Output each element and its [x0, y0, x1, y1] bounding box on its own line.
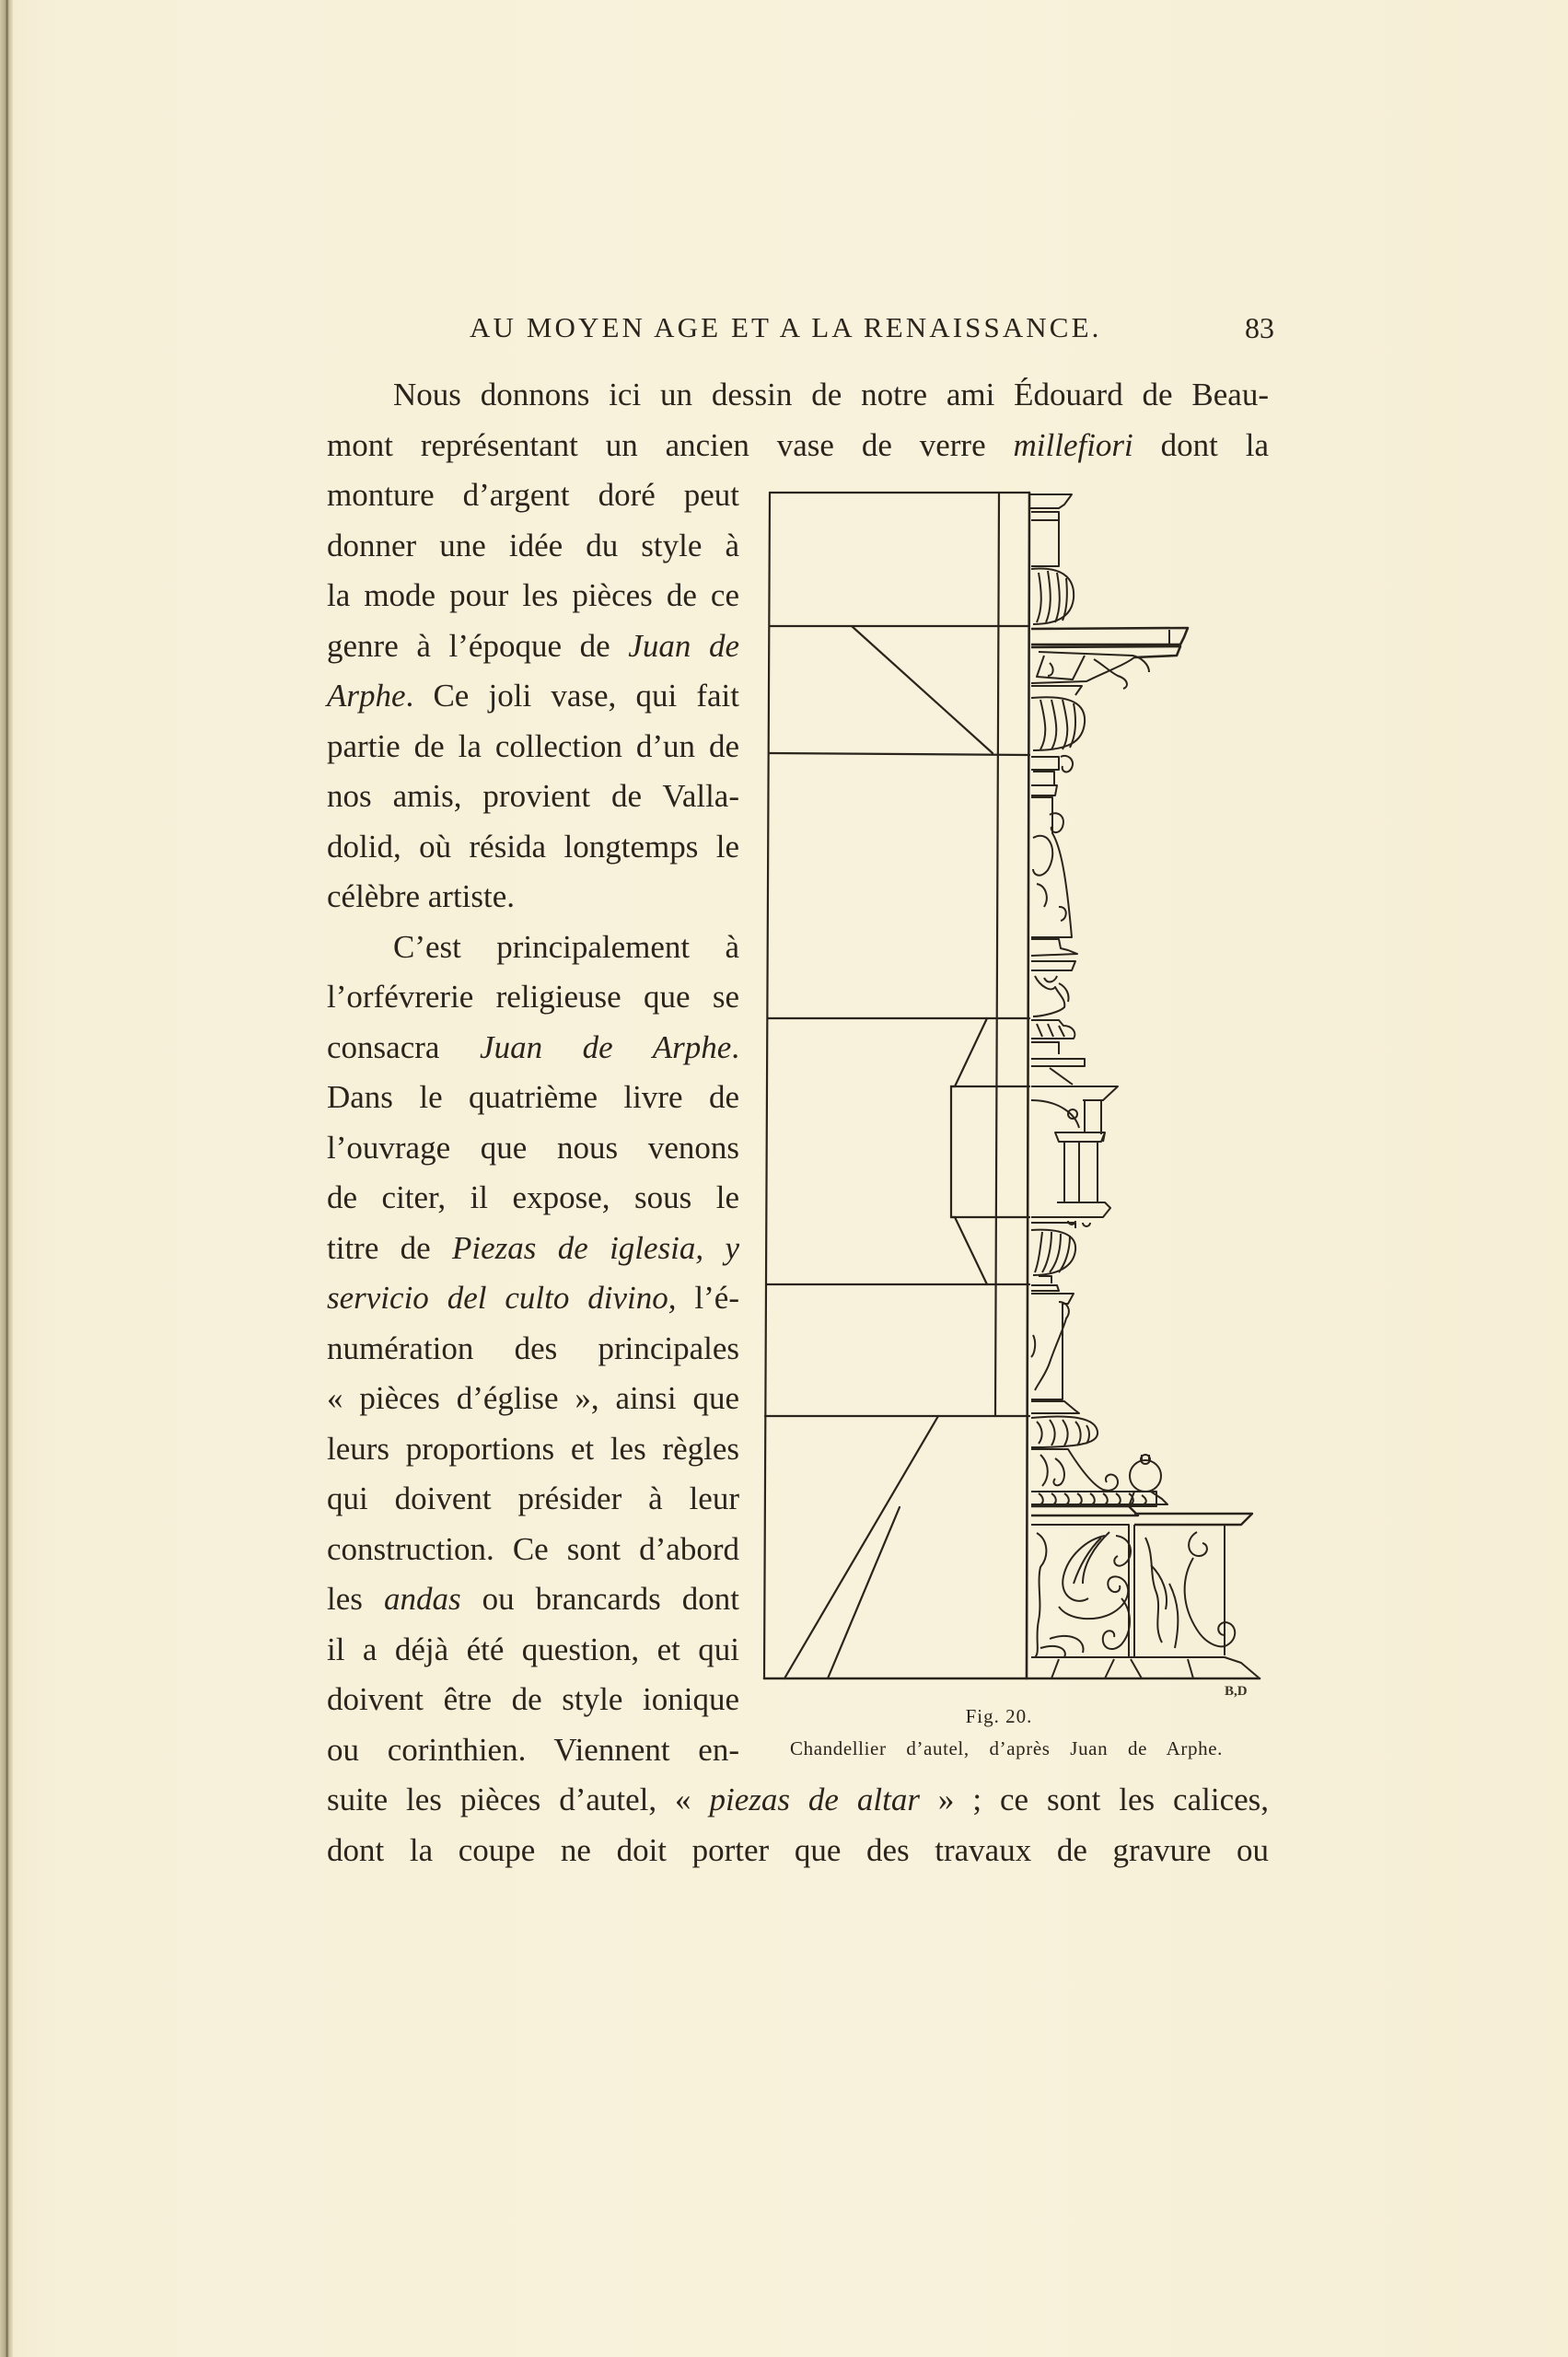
lantern-top: [1031, 1086, 1118, 1128]
text-span: qui doivent présider à leur: [327, 1480, 739, 1516]
pedestal-feet: [1031, 1657, 1260, 1678]
moulding: [1031, 686, 1082, 695]
text-span: dont la coupe ne doit porter que des travaux de gravure ou: [327, 1831, 1269, 1868]
text-span: construction. Ce sont d’abord: [327, 1530, 739, 1567]
text-span: dont la: [1132, 426, 1270, 463]
acanthus-leaves: [1033, 976, 1069, 1016]
moulding: [1031, 1042, 1085, 1066]
italic-span: Piezas de iglesia, y: [452, 1229, 739, 1266]
text-span: partie de la collection d’un de: [327, 727, 739, 764]
text-span: les: [327, 1581, 384, 1617]
text-span: Nous donnons ici un dessin de notre ami Édouard de Beau-: [393, 377, 1269, 412]
gadroons: [1037, 1420, 1089, 1446]
base-diagonal: [828, 1507, 900, 1678]
text-span: nos amis, provient de Valla-: [327, 778, 739, 814]
gadroons: [1040, 700, 1075, 749]
text-span: donner une idée du style à: [327, 527, 739, 563]
text-span: C’est principalement à: [393, 928, 739, 965]
text-span: célèbre artiste.: [327, 878, 516, 914]
scroll-ornament: [1033, 813, 1066, 921]
construction-grid: [764, 493, 1260, 1678]
finial-ball: [1130, 1460, 1161, 1492]
italic-span: andas: [383, 1581, 461, 1617]
italic-span: piezas de altar: [709, 1782, 920, 1817]
rope-moulding: [1031, 1020, 1074, 1039]
text-span: mont représentant un ancien vase de verre: [327, 426, 1014, 463]
moulding: [1050, 1068, 1073, 1085]
italic-span: Juan de Arphe: [480, 1028, 732, 1065]
italic-span: millefiori: [1013, 426, 1133, 463]
artist-signature: B,D: [1225, 1684, 1248, 1699]
text-span: consacra: [327, 1028, 481, 1065]
moulding: [1031, 939, 1077, 970]
panel-scroll: [1035, 1533, 1046, 1657]
moulding: [1031, 1276, 1059, 1291]
text-span: .: [731, 1028, 739, 1065]
running-head: AU MOYEN AGE ET A LA RENAISSANCE.: [470, 311, 1102, 343]
moulding: [1031, 512, 1059, 520]
colonnettes: [1064, 1142, 1098, 1202]
italic-span: Arphe: [327, 678, 406, 714]
italic-span: Juan de: [628, 627, 739, 664]
text-span: ou brancards dont: [460, 1581, 739, 1617]
moulding: [1031, 1401, 1079, 1413]
candlestick-column: [1029, 494, 1260, 1678]
figure-label: Fig. 20.: [965, 1705, 1033, 1727]
bobeche-rim: [1029, 494, 1072, 508]
grid-line: [769, 753, 1029, 755]
text-span: « pièces d’église », ainsi que: [327, 1380, 739, 1416]
text-span: leurs proportions et les règles: [327, 1430, 739, 1467]
base-diagonal: [784, 1416, 938, 1678]
lantern-pillar: [1085, 1100, 1101, 1134]
text-span: doivent être de style ionique: [327, 1681, 739, 1717]
page-number: 83: [1245, 311, 1274, 344]
text-span: l’orfévrerie religieuse que se: [327, 979, 739, 1015]
gadrooned-knop: [1031, 697, 1085, 750]
capital: [1055, 1132, 1105, 1142]
grid-diagonal: [852, 626, 993, 753]
spiral-scroll: [1185, 1532, 1236, 1646]
gadroons: [1037, 571, 1067, 622]
knot-profile: [951, 1018, 987, 1284]
moulding: [1031, 756, 1073, 772]
text-span: l’é-: [676, 1280, 739, 1316]
text-span: il a déjà été question, et qui: [327, 1631, 739, 1667]
grid-line: [995, 493, 999, 1416]
text-span: Dans le quatrième livre de: [327, 1079, 739, 1115]
text-span: » ; ce sont les calices,: [919, 1782, 1270, 1817]
text-span: l’ouvrage que nous venons: [327, 1129, 739, 1166]
lower-shaft: [1031, 1294, 1074, 1399]
text-span: genre à l’époque de: [327, 627, 629, 664]
pedestal-cornice: [1031, 1506, 1252, 1525]
figure-caption: Chandellier d’autel, d’après Juan de Arphe.: [790, 1737, 1223, 1759]
moulding: [1031, 772, 1057, 795]
text-span: monture d’argent doré peut: [327, 477, 739, 513]
acanthus-leaves: [1145, 1538, 1178, 1648]
grid-line: [764, 493, 770, 1678]
italic-span: servicio del culto divino,: [327, 1280, 677, 1316]
gadroons: [1035, 1232, 1070, 1272]
scroll-ornament: [1037, 656, 1127, 689]
text-span: ou corinthien. Viennent en-: [327, 1731, 739, 1768]
text-span: . Ce joli vase, qui fait: [405, 678, 739, 714]
text-span: de citer, il expose, sous le: [327, 1179, 739, 1215]
acanthus-leaves: [1040, 1455, 1064, 1486]
griffin-wing: [1063, 1532, 1109, 1601]
text-span: suite les pièces d’autel, «: [327, 1782, 710, 1817]
neck: [1031, 520, 1059, 566]
text-span: titre de: [327, 1229, 453, 1266]
text-span: dolid, où résida longtemps le: [327, 828, 739, 865]
drip-pan: [1031, 628, 1188, 644]
text-span: numération des principales: [327, 1329, 739, 1366]
text-span: la mode pour les pièces de ce: [327, 577, 739, 613]
acanthus-leaves: [1040, 1636, 1084, 1657]
